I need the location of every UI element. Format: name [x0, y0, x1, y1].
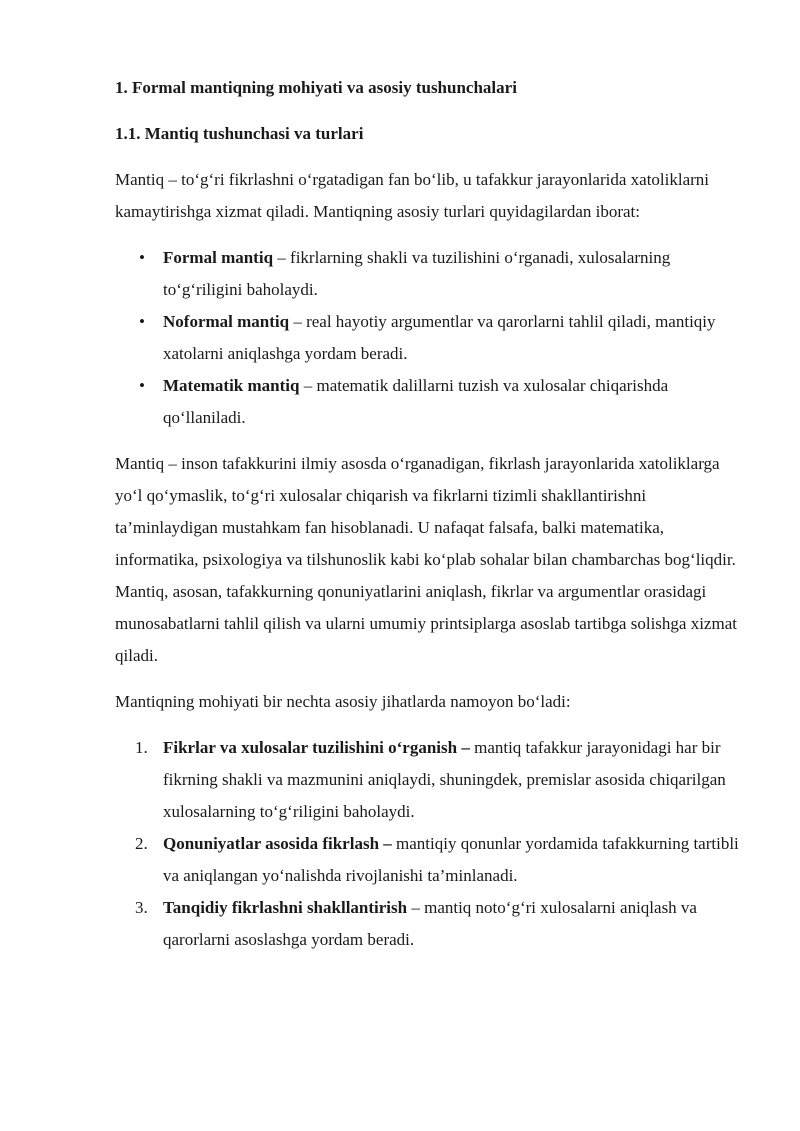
list-item-text: – matematik dalillarni tuzish va xulosalar chiqarishda qo‘llaniladi.	[163, 376, 669, 427]
subsection-heading: 1.1. Mantiq tushunchasi va turlari	[115, 124, 364, 143]
body-paragraph: Mantiqning mohiyati bir nechta asosiy jihatlarda namoyon bo‘ladi:	[115, 692, 571, 711]
list-item-text: mantiqiy qonunlar yordamida tafakkurning tartibli va aniqlangan yo‘nalishda rivojlanishi ta’minlanadi.	[163, 834, 739, 885]
list-item-term: Tanqidiy fikrlashni shakllantirish	[163, 898, 408, 917]
list-number: 3.	[135, 898, 148, 917]
list-item-text: – real hayotiy argumentlar va qarorlarni tahlil qiladi, mantiqiy xatolarni aniqlashga yordam beradi.	[163, 312, 716, 363]
bullet-icon: •	[139, 376, 145, 395]
list-item-text: – mantiq noto‘g‘ri xulosalarni aniqlash va qarorlarni asoslashga yordam beradi.	[163, 898, 697, 949]
logic-types-list	[115, 242, 740, 434]
list-number: 1.	[135, 738, 148, 757]
list-item-term: Formal mantiq	[163, 248, 274, 267]
list-item	[135, 828, 740, 892]
list-item-term: Qonuniyatlar asosida fikrlash –	[163, 834, 392, 853]
body-paragraph: Mantiq – inson tafakkurini ilmiy asosda o‘rganadigan, fikrlash jarayonlarida xatoliklarga yo‘l qo‘ymaslik, to‘g‘ri xulosalar chiqarish va fikrlarni tizimli shakllantirishni ta’minlaydigan mustahkam fan hisoblanadi. U nafaqat falsafa, balki matematika, informatika, psixologiya va tilshunoslik kabi ko‘plab sohalar bilan chambarchas bog‘liqdir. Mantiq, asosan, tafakkurning qonuniyatlarini aniqlash, fikrlar va argumentlar orasidagi munosabatlarni tahlil qilish va ularni umumiy printsiplarga asoslab tartibga solishga xizmat qiladi.	[115, 454, 737, 665]
list-item-text: mantiq tafakkur jarayonidagi har bir fikrning shakli va mazmunini aniqlaydi, shuningdek, premislar asosida chiqarilgan xulosalarning to‘g‘riligini baholaydi.	[163, 738, 726, 821]
list-number: 2.	[135, 834, 148, 853]
list-item	[139, 306, 740, 370]
list-item-term: Fikrlar va xulosalar tuzilishini o‘rganish –	[163, 738, 470, 757]
list-item-term: Noformal mantiq	[163, 312, 290, 331]
list-item	[135, 732, 740, 828]
bullet-icon: •	[139, 312, 145, 331]
list-item	[139, 242, 740, 306]
bullet-icon: •	[139, 248, 145, 267]
intro-paragraph: Mantiq – to‘g‘ri fikrlashni o‘rgatadigan fan bo‘lib, u tafakkur jarayonlarida xatoliklarni kamaytirishga xizmat qiladi. Mantiqning asosiy turlari quyidagilardan iborat:	[115, 170, 710, 221]
list-item-term: Matematik mantiq	[163, 376, 300, 395]
list-item	[139, 370, 740, 434]
section-heading: 1. Formal mantiqning mohiyati va asosiy tushunchalari	[115, 78, 517, 97]
document-page	[115, 72, 740, 956]
essence-list	[115, 732, 740, 956]
list-item-text: – fikrlarning shakli va tuzilishini o‘rganadi, xulosalarning to‘g‘riligini baholaydi.	[163, 248, 671, 299]
list-item	[135, 892, 740, 956]
